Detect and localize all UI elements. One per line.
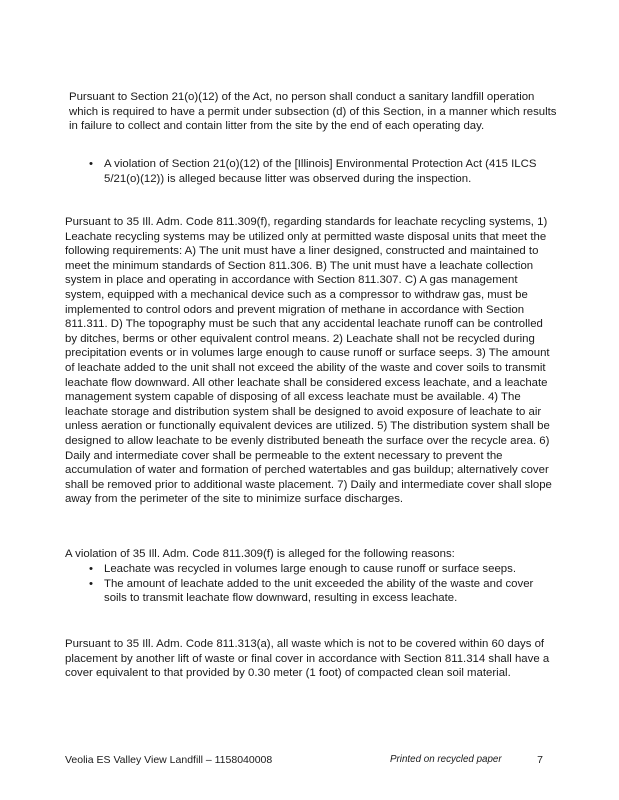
page-number: 7 xyxy=(537,754,543,766)
list-item xyxy=(86,562,556,577)
footer-document-ref: Veolia ES Valley View Landfill – 1158040008 xyxy=(65,754,273,766)
leachate-paragraph: Pursuant to 35 Ill. Adm. Code 811.309(f), regarding standards for leachate recycling systems, 1) Leachate recycling systems may be utilized only at permitted waste disposal units that meet the following requirements: A) The unit must have a liner designed, constructed and maintained to meet the minimum standards of Section 811.306. B) The unit must have a leachate collection system in place and operating in accordance with Section 811.307. C) A gas management system, equipped with a mechanical device such as a compressor to withdraw gas, must be implemented to control odors and prevent migration of methane in accordance with Section 811.311. D) The topography must be such that any accidental leachate runoff can be controlled by ditches, berms or other equivalent control means. 2) Leachate shall not be recycled during precipitation events or in volumes large enough to cause runoff or surface seeps. 3) The amount of leachate added to the unit shall not exceed the ability of the waste and cover soils to transmit leachate flow downward. All other leachate shall be considered excess leachate, and a leachate management system capable of disposing of all excess leachate must be available. 4) The leachate storage and distribution system shall be designed to avoid exposure of leachate to air unless aeration or functionally equivalent devices are utilized. 5) The distribution system shall be designed to allow leachate to be evenly distributed beneath the surface over the recycle area. 6) Daily and intermediate cover shall be permeable to the extent necessary to prevent the accumulation of water and formation of perched watertables and gas buildup; alternatively cover shall be removed prior to additional waste placement. 7) Daily and intermediate cover shall slope away from the perimeter of the site to minimize surface discharges. xyxy=(65,216,552,506)
footer-recycled-note: Printed on recycled paper xyxy=(390,754,502,765)
litter-violation-list xyxy=(86,157,556,186)
violation-text: Leachate was recycled in volumes large enough to cause runoff or surface seeps. xyxy=(104,563,516,575)
violation-text: A violation of Section 21(o)(12) of the [Illinois] Environmental Protection Act (415 ILCS 5/21(o)(12)) is alleged because litter was observed during the inspection. xyxy=(104,158,537,185)
page-footer xyxy=(65,754,543,770)
leachate-violation-list xyxy=(86,562,556,606)
list-item xyxy=(86,577,556,606)
violation-text: The amount of leachate added to the unit exceeded the ability of the waste and cover soils to transmit leachate flow downward, resulting in excess leachate. xyxy=(104,577,534,605)
litter-paragraph: Pursuant to Section 21(o)(12) of the Act, no person shall conduct a sanitary landfill operation which is required to have a permit under subsection (d) of this Section, in a manner which results in failure to collect and contain litter from the site by the end of each operating day. xyxy=(69,91,557,133)
bullet-icon: • xyxy=(89,563,93,575)
cover-paragraph: Pursuant to 35 Ill. Adm. Code 811.313(a), all waste which is not to be covered within 60 days of placement by another lift of waste or final cover in accordance with Section 811.314 shall have a cover equivalent to that provided by 0.30 meter (1 foot) of compacted clean soil material. xyxy=(65,638,550,680)
bullet-icon: • xyxy=(89,577,93,590)
bullet-icon: • xyxy=(89,158,93,170)
leachate-violation-intro: A violation of 35 Ill. Adm. Code 811.309(f) is alleged for the following reasons: xyxy=(65,548,455,560)
list-item xyxy=(86,157,556,186)
